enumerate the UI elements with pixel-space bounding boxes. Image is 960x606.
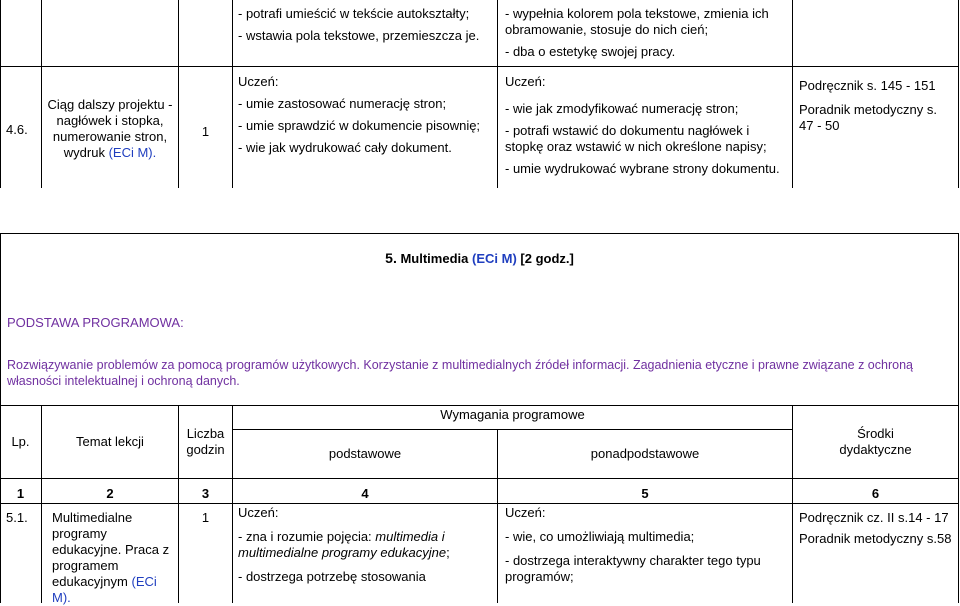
header-requirements: Wymagania programowe [440,407,585,422]
header-resources [793,426,958,458]
section-title-text: Multimedia [400,251,469,266]
column-number: 3 [201,486,210,501]
column-number: 5 [641,486,649,501]
row-topic-eci: (ECi M). [52,574,157,605]
row2-extended-cell [505,74,785,177]
program-text: Rozwiązywanie problemów za pomocą programów użytkowych. Korzystanie z multimedialnych źródeł informacji. Zagadnienia etyczne i prawne związane z ochroną własności intelektualnej i ochroną danych. [7,358,913,388]
column-number: 2 [106,486,114,501]
header-hours-line1: Liczba [186,426,225,441]
row-extended-header: Uczeń: [505,505,546,520]
row-basic-item-prefix: - zna i rozumie pojęcia: [238,529,376,544]
row2-basic-item: - umie sprawdzić w dokumencie pisownię; [238,118,481,133]
row2-lp: 4.6. [6,122,28,137]
header-hours-line2: godzin [186,442,225,457]
row-basic-item-terms: multimedia i multimedialne programy edukacyjne [238,529,447,560]
column-number: 6 [871,486,880,501]
row-basic-header: Uczeń: [238,505,279,520]
header-topic: Temat lekcji [76,434,144,449]
row-lp: 5.1. [6,510,28,525]
row-hours: 1 [201,510,210,525]
row1-extended-cell [505,6,787,60]
row-basic-item [238,529,494,561]
row1-extended-item: - dba o estetykę swojej pracy. [505,44,676,59]
header-hours [179,426,232,458]
row2-extended-item: - wie jak zmodyfikować numerację stron; [505,101,739,116]
header-resources-line2: dydaktyczne [839,442,912,457]
row2-basic-cell [238,74,493,156]
row1-basic-item: - wstawia pola tekstowe, przemieszcza je. [238,28,480,43]
header-lp: Lp. [11,434,30,449]
header-resources-line1: Środki [857,426,894,441]
row-extended-item: - dostrzega interaktywny charakter tego typu programów; [505,553,761,584]
row2-extended-item: - potrafi wstawić do dokumentu nagłówek i stopkę oraz wstawić w nich określone napisy; [505,123,767,154]
row-topic-text: Multimedialne programy edukacyjne. Praca z programem edukacyjnym [52,510,170,589]
row2-resources-cell [799,78,954,134]
row-basic-item-suffix: ; [446,545,450,560]
row-extended-item: - wie, co umożliwiają multimedia; [505,529,695,544]
header-extended: ponadpodstawowe [590,446,700,461]
row1-basic-cell [238,6,493,44]
row-resources-guide: Poradnik metodyczny s.58 [799,531,952,546]
row2-resources-guide: Poradnik metodyczny s. 47 - 50 [799,102,938,133]
row-basic-item: - dostrzega potrzebę stosowania [238,569,426,584]
section-number: 5. [385,250,397,266]
row1-basic-item: - potrafi umieścić w tekście autokształty; [238,6,470,21]
row2-resources-textbook: Podręcznik s. 145 - 151 [799,78,936,93]
row2-basic-header: Uczeń: [238,74,279,89]
row1-extended-item: - wypełnia kolorem pola tekstowe, zmienia ich obramowanie, stosuje do nich cień; [505,6,769,37]
row-topic [52,510,176,606]
row-resources-cell [799,510,955,547]
row-basic-cell [238,505,494,585]
program-label: PODSTAWA PROGRAMOWA: [7,315,184,330]
row2-topic-text: Ciąg dalszy projektu - nagłówek i stopka, numerowanie stron, wydruk [47,97,173,160]
section-title [0,250,959,267]
section-title-eci: (ECi M) [472,251,517,266]
row2-extended-header: Uczeń: [505,74,546,89]
row2-basic-item: - umie zastosować numerację stron; [238,96,447,111]
column-number: 1 [16,486,25,501]
row-extended-cell [505,505,787,585]
column-number: 4 [361,486,369,501]
row2-basic-item: - wie jak wydrukować cały dokument. [238,140,452,155]
header-basic: podstawowe [328,446,402,461]
row-resources-textbook: Podręcznik cz. II s.14 - 17 [799,510,949,525]
section-title-hours: [2 godz.] [520,251,574,266]
row2-topic [46,97,174,161]
row2-extended-item: - umie wydrukować wybrane strony dokumentu. [505,161,780,176]
row2-hours: 1 [201,124,210,139]
row2-topic-eci: (ECi M). [108,145,157,160]
